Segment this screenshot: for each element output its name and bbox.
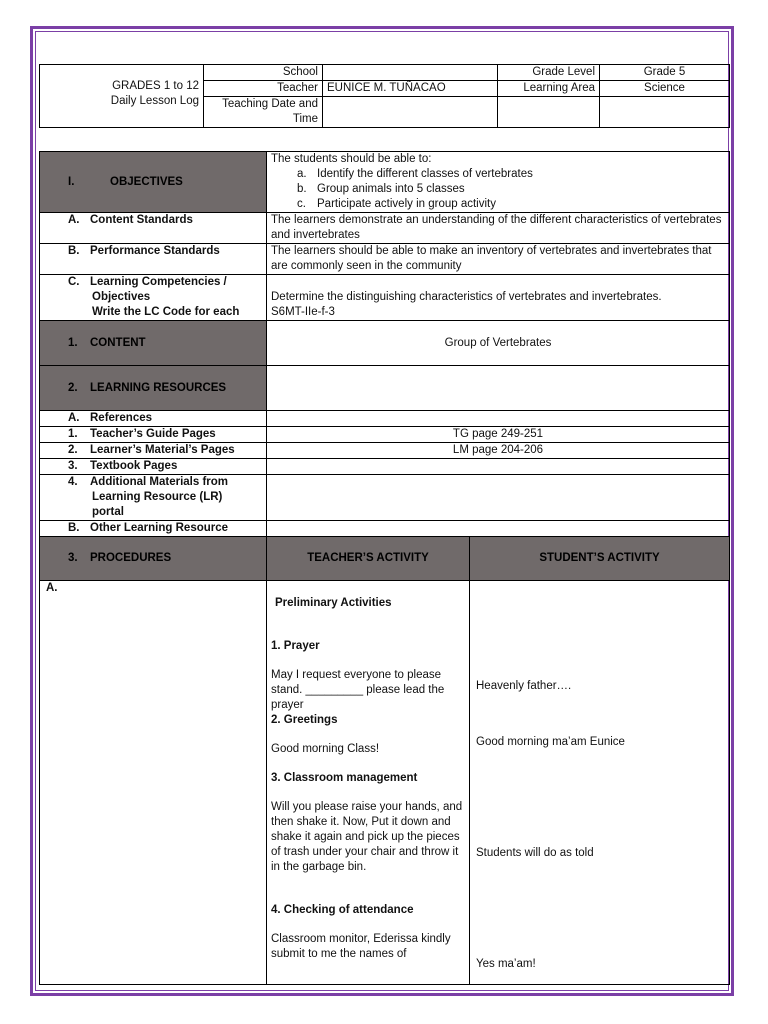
teacher-activity-cell: [267, 581, 470, 985]
objective-text: Identify the different classes of vertebrates: [317, 168, 533, 180]
row-label: CONTENT: [90, 336, 146, 349]
row-label: Write the LC Code for each: [92, 306, 240, 318]
teaching-date-value: [323, 97, 498, 128]
teaching-date-label-line2: Time: [292, 113, 318, 125]
additional-materials-value: [267, 475, 730, 521]
procedures-header: [40, 537, 267, 581]
learning-area-value: Science: [600, 81, 730, 97]
grades-title: GRADES 1 to 12: [112, 80, 199, 92]
row-label: Other Learning Resource: [90, 522, 229, 534]
competencies-label: [40, 275, 267, 321]
row-label: LEARNING RESOURCES: [90, 381, 227, 394]
teacher-activity-header: TEACHER’S ACTIVITY: [267, 537, 470, 581]
lc-code: S6MT-IIe-f-3: [271, 306, 335, 318]
row-label: Performance Standards: [90, 245, 220, 257]
row-label: Teacher’s Guide Pages: [90, 428, 216, 440]
preliminary-activities-title: Preliminary Activities: [275, 597, 392, 609]
objectives-num: I.: [68, 175, 75, 188]
learning-resources-header: [40, 366, 267, 411]
row-label: Learner’s Material’s Pages: [90, 444, 235, 456]
row-num: 4.: [68, 476, 78, 488]
other-resource-label: [40, 521, 267, 537]
row-num: 3.: [68, 552, 78, 564]
student-greeting-response: Good morning ma’am Eunice: [476, 736, 625, 748]
header-empty-cell: [600, 97, 730, 128]
additional-materials-label: [40, 475, 267, 521]
references-label: [40, 411, 267, 427]
row-label: Additional Materials from: [90, 476, 229, 488]
classroom-management-title: 3. Classroom management: [271, 772, 418, 784]
row-label: portal: [92, 506, 124, 518]
header-table: [39, 64, 730, 128]
greetings-title: 2. Greetings: [271, 714, 338, 726]
row-label: References: [90, 412, 153, 424]
row-label: PROCEDURES: [90, 552, 172, 564]
attendance-title: 4. Checking of attendance: [271, 904, 414, 916]
other-resource-value: [267, 521, 730, 537]
student-classroom-response: Students will do as told: [476, 847, 594, 859]
objective-letter: c.: [297, 198, 306, 210]
content-value: Group of Vertebrates: [267, 321, 730, 366]
tg-pages-label: [40, 427, 267, 443]
student-prayer-response: Heavenly father….: [476, 680, 572, 692]
lm-pages-value: LM page 204-206: [267, 443, 730, 459]
list-item: [271, 167, 725, 182]
lm-pages-label: [40, 443, 267, 459]
textbook-pages-label: [40, 459, 267, 475]
row-num: B.: [68, 522, 80, 534]
references-value: [267, 411, 730, 427]
performance-standards-label: [40, 244, 267, 275]
objectives-list: [271, 167, 725, 212]
teacher-value: EUNICE M. TUÑACAO: [323, 81, 498, 97]
textbook-pages-value: [267, 459, 730, 475]
teaching-date-label: [204, 97, 323, 128]
attendance-text: Classroom monitor, Ederissa kindly submit to me the names of: [271, 933, 451, 960]
objectives-header: [40, 152, 267, 213]
teacher-label: Teacher: [204, 81, 323, 97]
prayer-text: May I request everyone to please stand. _________ please lead the prayer: [271, 669, 445, 711]
learning-resources-value: [267, 366, 730, 411]
row-num: 2.: [68, 381, 78, 394]
competencies-text: [267, 275, 730, 321]
row-label: Textbook Pages: [90, 460, 178, 472]
grade-level-value: Grade 5: [600, 65, 730, 81]
grade-level-label: Grade Level: [498, 65, 600, 81]
row-num: 2.: [68, 444, 78, 456]
competencies-text-line1: Determine the distinguishing characteristics of vertebrates and invertebrates.: [271, 291, 662, 303]
learning-area-label: Learning Area: [498, 81, 600, 97]
content-standards-label: [40, 213, 267, 244]
list-item: [271, 182, 725, 197]
content-standards-text: The learners demonstrate an understanding of the different characteristics of vertebrates and invertebrates: [267, 213, 730, 244]
objective-letter: a.: [297, 168, 307, 180]
procedure-step-cell: A.: [40, 581, 267, 985]
school-value: [323, 65, 498, 81]
row-num: 1.: [68, 428, 78, 440]
row-label: Objectives: [92, 291, 151, 303]
objectives-title: OBJECTIVES: [110, 175, 183, 188]
teaching-date-label-line1: Teaching Date and: [222, 98, 318, 110]
header-empty-cell: [498, 97, 600, 128]
row-label: Learning Resource (LR): [92, 491, 223, 503]
row-num: 1.: [68, 336, 78, 349]
tg-pages-value: TG page 249-251: [267, 427, 730, 443]
content-header: [40, 321, 267, 366]
student-activity-header: STUDENT’S ACTIVITY: [470, 537, 730, 581]
objectives-cell: [267, 152, 730, 213]
list-item: [271, 197, 725, 212]
prayer-title: 1. Prayer: [271, 640, 320, 652]
objective-text: Group animals into 5 classes: [317, 183, 465, 195]
objective-letter: b.: [297, 183, 307, 195]
dll-title-cell: [40, 65, 204, 128]
row-num: A.: [68, 214, 80, 226]
student-activity-cell: [470, 581, 730, 985]
objectives-intro: The students should be able to:: [271, 153, 432, 165]
row-label: Content Standards: [90, 214, 193, 226]
daily-lesson-log-title: Daily Lesson Log: [110, 95, 199, 107]
row-num: B.: [68, 245, 80, 257]
row-num: C.: [68, 276, 80, 288]
classroom-management-text: Will you please raise your hands, and then shake it. Now, Put it down and shake it again and pick up the pieces of trash under your chair and throw it in the garbage bin.: [271, 801, 463, 873]
objective-text: Participate actively in group activity: [317, 198, 496, 210]
row-num: A.: [68, 412, 80, 424]
greetings-text: Good morning Class!: [271, 743, 380, 755]
row-label: Learning Competencies /: [90, 276, 227, 288]
row-num: 3.: [68, 460, 78, 472]
student-attendance-response: Yes ma’am!: [476, 958, 536, 970]
performance-standards-text: The learners should be able to make an inventory of vertebrates and invertebrates that are commonly seen in the community: [267, 244, 730, 275]
school-label: School: [204, 65, 323, 81]
lesson-table: [39, 151, 730, 985]
